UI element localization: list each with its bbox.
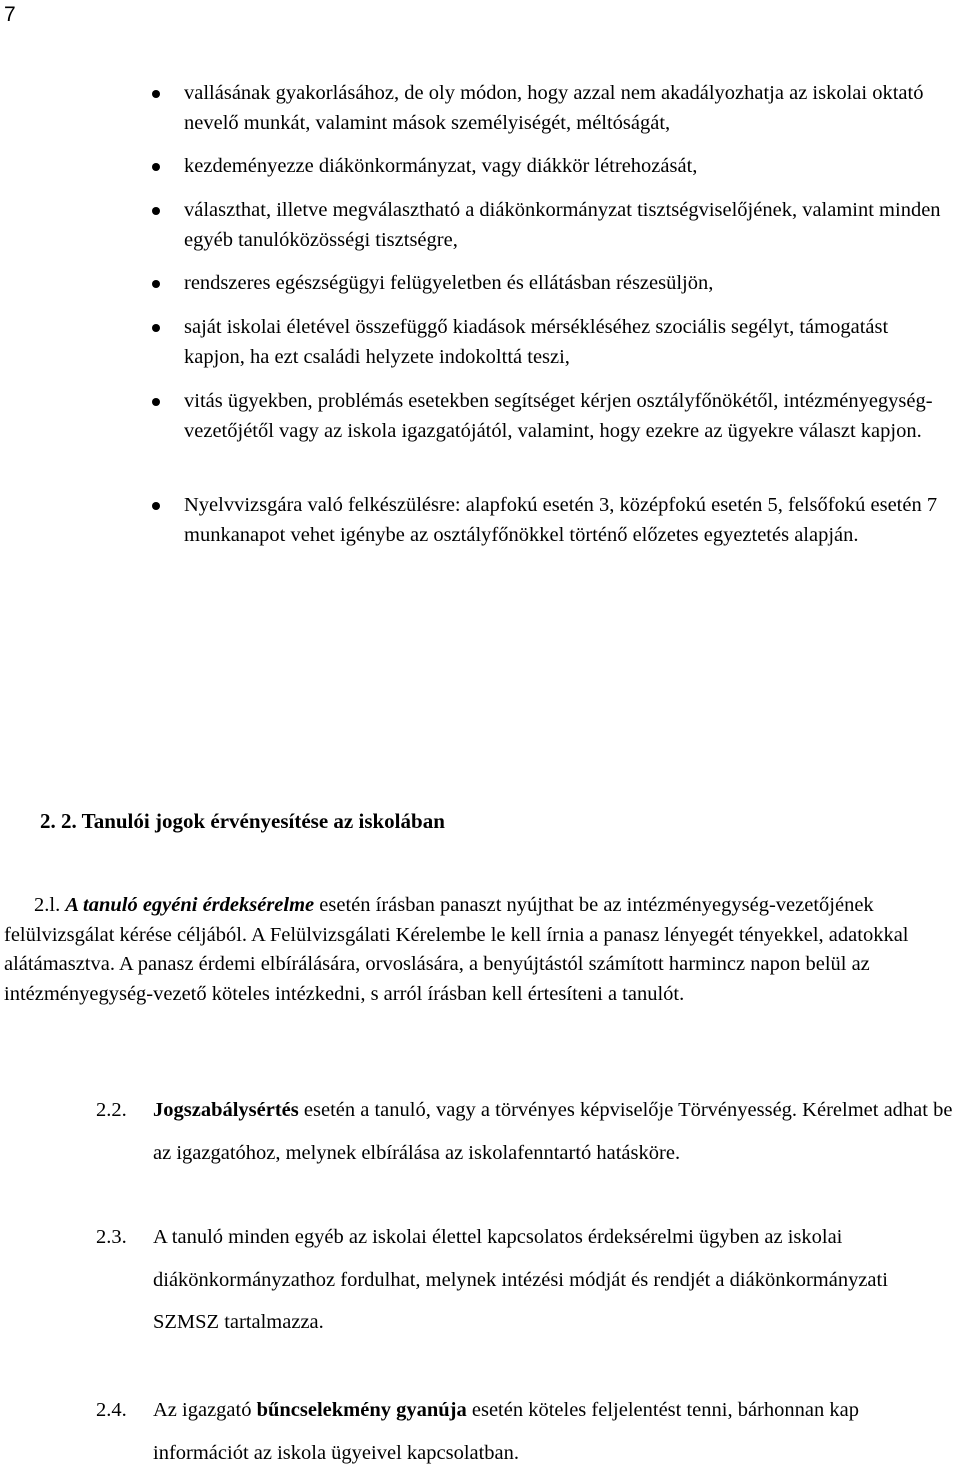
item-text: esetén köteles feljelentést tenni, bárhonnan kap információt az iskola ügyeivel kapcsolatban. <box>153 1399 859 1464</box>
subsection-paragraph <box>4 891 944 1009</box>
section-heading: 2. 2. Tanulói jogok érvényesítése az iskolában <box>40 809 445 833</box>
list-item-text: rendszeres egészségügyi felügyeletben és ellátásban részesüljön, <box>184 272 714 294</box>
list-item <box>184 313 954 372</box>
list-item <box>184 269 954 299</box>
list-item-text: saját iskolai életével összefüggő kiadások mérsékléséhez szociális segélyt, támogatást kapjon, ha ezt családi helyzete indokolttá teszi, <box>184 316 889 368</box>
bullet-icon <box>152 280 160 288</box>
item-number: 2.4. <box>96 1399 127 1421</box>
list-item <box>184 152 954 182</box>
item-number: 2.3. <box>96 1226 127 1248</box>
subsection-text: esetén írásban panaszt nyújthat be az intézményegység-vezetőjének felülvizsgálat kérése céljából. A Felülvizsgálati Kérelembe le kell írnia a panasz lényegét tényekkel, adatokkal alátámasztva. A panasz érdemi elbírálására, orvoslására, a benyújtástól számított harmincz napon belül az intézményegység-vezető köteles intézkedni, s arról írásban kell értesíteni a tanulót. <box>4 894 909 1005</box>
list-item <box>184 79 954 138</box>
item-text: esetén a tanuló, vagy a törvényes képviselője Törvényesség. Kérelmet adhat be az igazgatóhoz, melynek elbírálása az iskolafenntartó hatásköre. <box>153 1099 953 1164</box>
list-item <box>184 196 954 255</box>
list-item-text: Nyelvvizsgára való felkészülésre: alapfokú esetén 3, középfokú esetén 5, felsőfokú esetén 7 munkanapot vehet igénybe az osztályfőnökkel történő előzetes egyeztetés alapján. <box>184 494 938 546</box>
item-text: A tanuló minden egyéb az iskolai élettel kapcsolatos érdeksérelmi ügyben az iskolai diákönkormányzathoz fordulhat, melynek intézési módját és rendjét a diákönkormányzati SZMSZ tartalmazza. <box>153 1226 888 1333</box>
list-item-text: kezdeményezze diákönkormányzat, vagy diákkör létrehozását, <box>184 155 698 177</box>
item-bold: bűncselekmény gyanúja <box>256 1399 467 1421</box>
item-body <box>153 1216 958 1344</box>
bullet-icon <box>152 324 160 332</box>
subsection-emphasis: A tanuló egyéni érdeksérelme <box>65 894 315 916</box>
bullet-icon <box>152 398 160 406</box>
bullet-icon <box>152 163 160 171</box>
list-item-text: választhat, illetve megválasztható a diákönkormányzat tisztségviselőjének, valamint minden egyéb tanulóközösségi tisztségre, <box>184 199 941 251</box>
item-body <box>153 1389 958 1474</box>
bullet-icon <box>152 502 160 510</box>
item-bold: Jogszabálysértés <box>153 1099 299 1121</box>
bullet-icon <box>152 207 160 215</box>
subsection-number: 2.l. <box>34 894 61 916</box>
item-number: 2.2. <box>96 1099 127 1121</box>
list-item-text: vallásának gyakorlásához, de oly módon, hogy azzal nem akadályozhatja az iskolai oktató nevelő munkát, valamint mások személyiségét, méltóságát, <box>184 82 924 134</box>
list-item-text: vitás ügyekben, problémás esetekben segítséget kérjen osztályfőnökétől, intézményegység-vezetőjétől vagy az iskola igazgatójától, valamint, hogy ezekre az ügyekre választ kapjon. <box>184 390 933 442</box>
item-body <box>153 1089 958 1174</box>
list-item <box>184 491 954 550</box>
page-number: 7 <box>4 3 16 26</box>
item-pre: Az igazgató <box>153 1399 252 1421</box>
list-item <box>184 387 954 446</box>
bullet-icon <box>152 90 160 98</box>
